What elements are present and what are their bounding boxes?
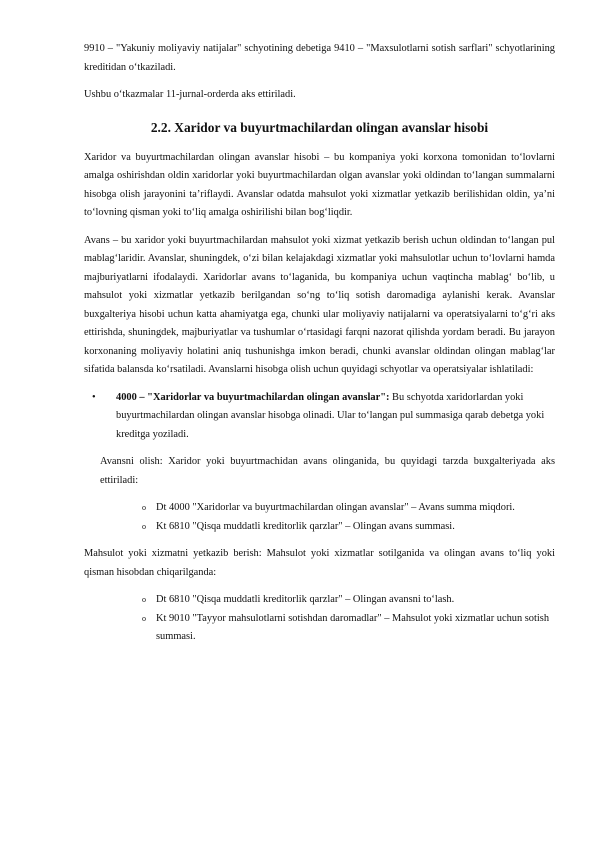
entry-text: Kt 6810 "Qisqa muddatli kreditorlik qarzlar" – Olingan avans summasi. [156,520,455,532]
circle-bullet-marker: o [142,595,146,604]
circle-bullet-marker: o [142,503,146,512]
sub-list-delivery [84,591,555,647]
list-item [84,518,555,537]
account-4000-description: Bu schyotda xaridorlardan yoki buyurtmachilardan olingan avanslar hisobga olinadi. Ular to‘langan pul summasiga qarab debetga yoki kreditga yoziladi. [116,391,545,440]
account-4000-title: 4000 – "Xaridorlar va buyurtmachilardan olingan avanslar": [116,391,390,403]
paragraph-closing-entry: 9910 – "Yakuniy moliyaviy natijalar" schyotining debetiga 9410 – "Maxsulotlarni sotish sarflari" schyotlarining kreditidan o‘tkaziladi. [84,43,555,73]
entry-text: Dt 6810 "Qisqa muddatli kreditorlik qarzlar" – Olingan avansni to‘lash. [156,594,455,605]
circle-bullet-marker: o [142,613,146,623]
list-item [84,610,555,647]
list-item [84,591,555,610]
paragraph-receiving-advance: Avansni olish: Xaridor yoki buyurtmachidan avans olinganida, bu quyidagi tarzda buxgalteriyada aks ettiriladi: [100,456,555,486]
entry-text: Kt 9010 "Tayyor mahsulotlarni sotishdan daromadlar" – Mahsulot yoki xizmatlar uchun sotish summasi. [156,612,550,642]
list-item [84,389,555,445]
list-item [84,499,555,518]
bullet-list [84,389,555,445]
paragraph-advance-explanation: Avans – bu xaridor yoki buyurtmachilardan mahsulot yoki xizmat yetkazib berish uchun oldindan to‘langan pul mablag‘laridir. Avanslar, shuningdek, o‘zi bilan kelajakdagi xizmatlar yoki mahsulotlar uchun to‘lovlarni hamda majburiyatlarni ifodalaydi. Xaridorlar avans to‘laganida, bu kompaniya uchun vaqtincha mablag‘ bo‘lib, u mahsulot yoki xizmatlar yetkazib berilgandan so‘ng to‘liq sotish daromadiga aylanishi kerak. Avanslar buxgalteriya hisobi uchun katta ahamiyatga ega, chunki ular moliyaviy natijalarni va operatsiyalarni to‘g‘ri aks ettirishda, shuningdek, majburiyatlar va tushumlar o‘rtasidagi farqni nazorat qilishda yordam beradi. Bu jarayon korxonaning moliyaviy holatini aniq tushunishga imkon beradi, chunki avanslar oldindan olingan mablag‘lar sifatida balansda ko‘rsatiladi. Avanslarni hisobga olish uchun quyidagi schyotlar va operatsiyalar ishlatiladi: [84,234,555,375]
entry-text: Dt 4000 "Xaridorlar va buyurtmachilardan olingan avanslar" – Avans summa miqdori. [156,502,515,513]
bullet-marker: • [92,391,96,403]
circle-bullet-marker: o [142,521,146,531]
sub-list-receiving [84,499,555,536]
section-heading: 2.2. Xaridor va buyurtmachilardan olingan avanslar hisobi [150,119,489,135]
paragraph-advances-definition: Xaridor va buyurtmachilardan olingan avanslar hisobi – bu kompaniya yoki korxona tomonidan to‘lovlarni amalga oshirishdan oldin xaridorlar yoki buyurtmachilardan olgan avanslar yoki oldindan to‘langan summalarni hisobga olish jarayonini ta’riflaydi. Avanslar odatda mahsulot yoki xizmatlar yetkazib berilishidan oldin, ya’ni to‘lovning qisman yoki to‘liq amalga oshirilishi bilan bog‘liqdir. [84,151,555,218]
document-body [84,40,555,647]
paragraph-journal-order: Ushbu o‘tkazmalar 11-jurnal-orderda aks ettiriladi. [84,89,296,100]
paragraph-delivery: Mahsulot yoki xizmatni yetkazib berish: Mahsulot yoki xizmatlar sotilganida va olingan avans to‘liq yoki qisman hisobdan chiqarilganda: [84,548,555,578]
